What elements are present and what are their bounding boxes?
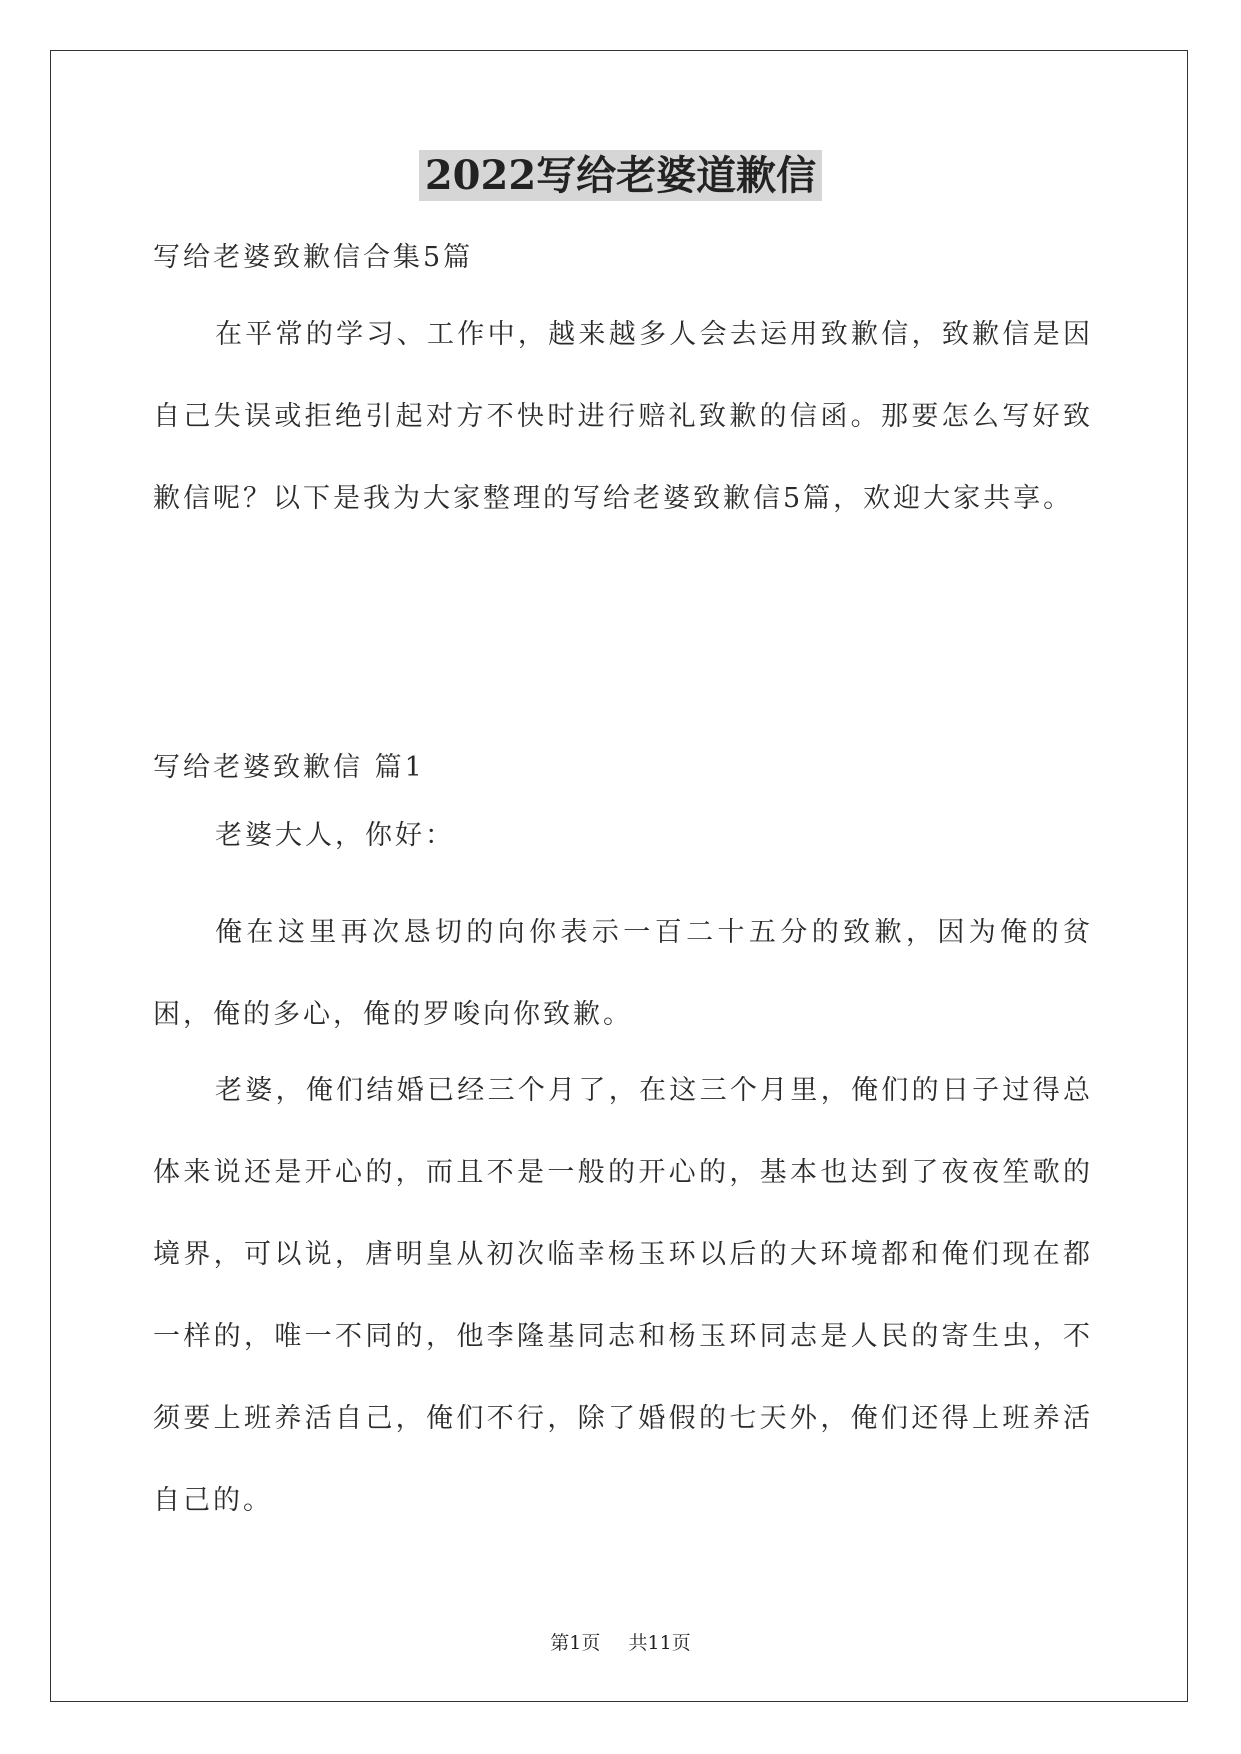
collection-heading: 写给老婆致歉信合集5篇: [153, 242, 474, 273]
section-heading: 写给老婆致歉信 篇1: [153, 752, 425, 783]
page-number: 第1页: [550, 1632, 601, 1654]
document-title: [0, 152, 1241, 200]
intro-paragraph: 在平常的学习、工作中，越来越多人会去运用致歉信，致歉信是因自己失误或拒绝引起对方不快时进行赔礼致歉的信函。那要怎么写好致歉信呢？以下是我为大家整理的写给老婆致歉信5篇，欢迎大家共享。: [153, 319, 1093, 514]
letter-paragraph-1: 俺在这里再次恳切的向你表示一百二十五分的致歉，因为俺的贫困，俺的多心，俺的罗唆向你致歉。: [153, 917, 1093, 1030]
greeting: 老婆大人，你好：: [215, 820, 455, 851]
letter-paragraph-2: 老婆，俺们结婚已经三个月了，在这三个月里，俺们的日子过得总体来说还是开心的，而且不是一般的开心的，基本也达到了夜夜笙歌的境界，可以说，唐明皇从初次临幸杨玉环以后的大环境都和俺们现在都一样的，唯一不同的，他李隆基同志和杨玉环同志是人民的寄生虫，不须要上班养活自己，俺们不行，除了婚假的七天外，俺们还得上班养活自己的。: [153, 1075, 1093, 1516]
page-total: 共11页: [628, 1632, 691, 1654]
document-title-text: 2022写给老婆道歉信: [419, 150, 822, 201]
page-footer: [0, 1628, 1241, 1655]
